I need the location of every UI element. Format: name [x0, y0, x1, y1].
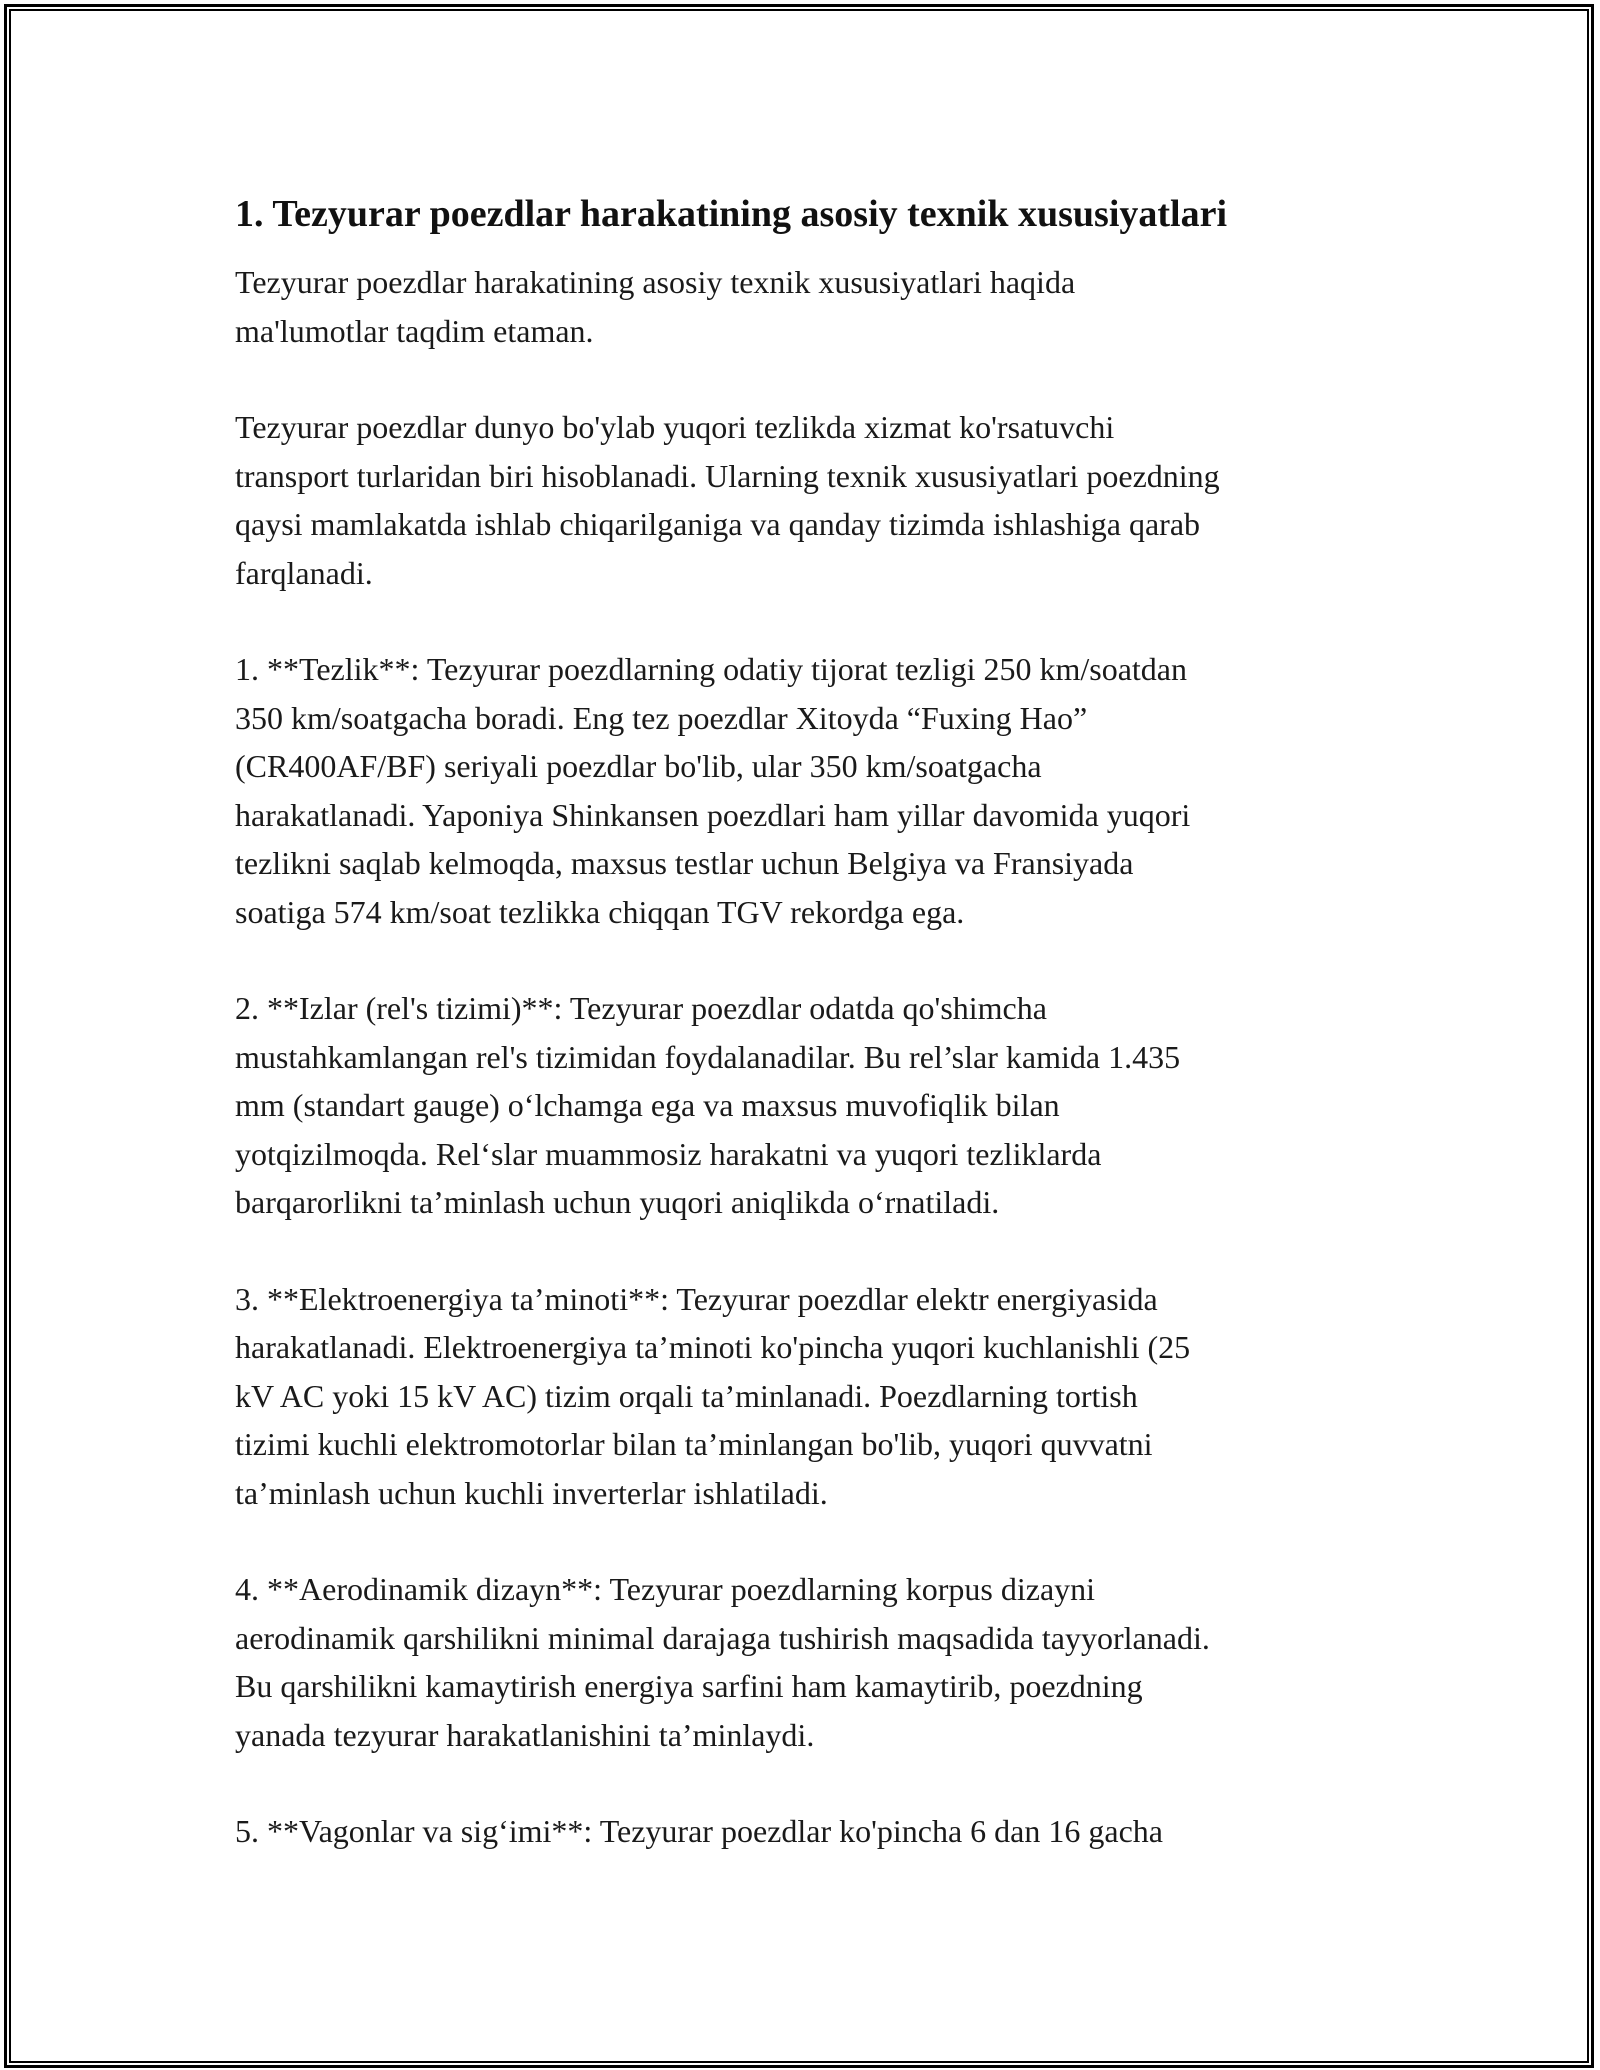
paragraph-intro: Tezyurar poezdlar harakatining asosiy texnik xususiyatlari haqida ma'lumotlar taqdim etaman.: [235, 264, 1076, 349]
paragraph-tracks: 2. **Izlar (rel's tizimi)**: Tezyurar poezdlar odatda qo'shimcha mustahkamlangan rel's tizimidan foydalanadilar. Bu rel’slar kamida 1.435 mm (standart gauge) o‘lchamga ega va maxsus muvofiqlik bilan yotqizilmoqda. Rel‘slar muammosiz harakatni va yuqori tezliklarda barqarorlikni ta’minlash uchun yuqori aniqlikda o‘rnatiladi.: [235, 990, 1181, 1220]
paragraph-aerodynamics: 4. **Aerodinamik dizayn**: Tezyurar poezdlarning korpus dizayni aerodinamik qarshilikni minimal darajaga tushirish maqsadida tayyorlanadi. Bu qarshilikni kamaytirish energiya sarfini ham kamaytirib, poezdning yanada tezyurar harakatlanishini ta’minlaydi.: [235, 1571, 1210, 1753]
paragraph-overview: Tezyurar poezdlar dunyo bo'ylab yuqori tezlikda xizmat ko'rsatuvchi transport turlaridan biri hisoblanadi. Ularning texnik xususiyatlari poezdning qaysi mamlakatda ishlab chiqarilganiga va qanday tizimda ishlashiga qarab farqlanadi.: [235, 409, 1220, 591]
paragraph-speed: 1. **Tezlik**: Tezyurar poezdlarning odatiy tijorat tezligi 250 km/soatdan 350 km/soatgacha boradi. Eng tez poezdlar Xitoyda “Fuxing Hao” (CR400AF/BF) seriyali poezdlar bo'lib, ular 350 km/soatgacha harakatlanadi. Yaponiya Shinkansen poezdlari ham yillar davomida yuqori tezlikni saqlab kelmoqda, maxsus testlar uchun Belgiya va Fransiyada soatiga 574 km/soat tezlikka chiqqan TGV rekordga ega.: [235, 651, 1191, 930]
document-body: [235, 258, 1385, 1856]
document-title: 1. Tezyurar poezdlar harakatining asosiy texnik xususiyatlari: [235, 193, 1228, 235]
document-content: [235, 186, 1385, 1904]
paragraph-carriages: 5. **Vagonlar va sig‘imi**: Tezyurar poezdlar ko'pincha 6 dan 16 gacha: [235, 1813, 1163, 1849]
paragraph-power-supply: 3. **Elektroenergiya ta’minoti**: Tezyurar poezdlar elektr energiyasida harakatlanadi. Elektroenergiya ta’minoti ko'pincha yuqori kuchlanishli (25 kV AC yoki 15 kV AC) tizim orqali ta’minlanadi. Poezdlarning tortish tizimi kuchli elektromotorlar bilan ta’minlangan bo'lib, yuqori quvvatni ta’minlash uchun kuchli inverterlar ishlatiladi.: [235, 1280, 1191, 1511]
